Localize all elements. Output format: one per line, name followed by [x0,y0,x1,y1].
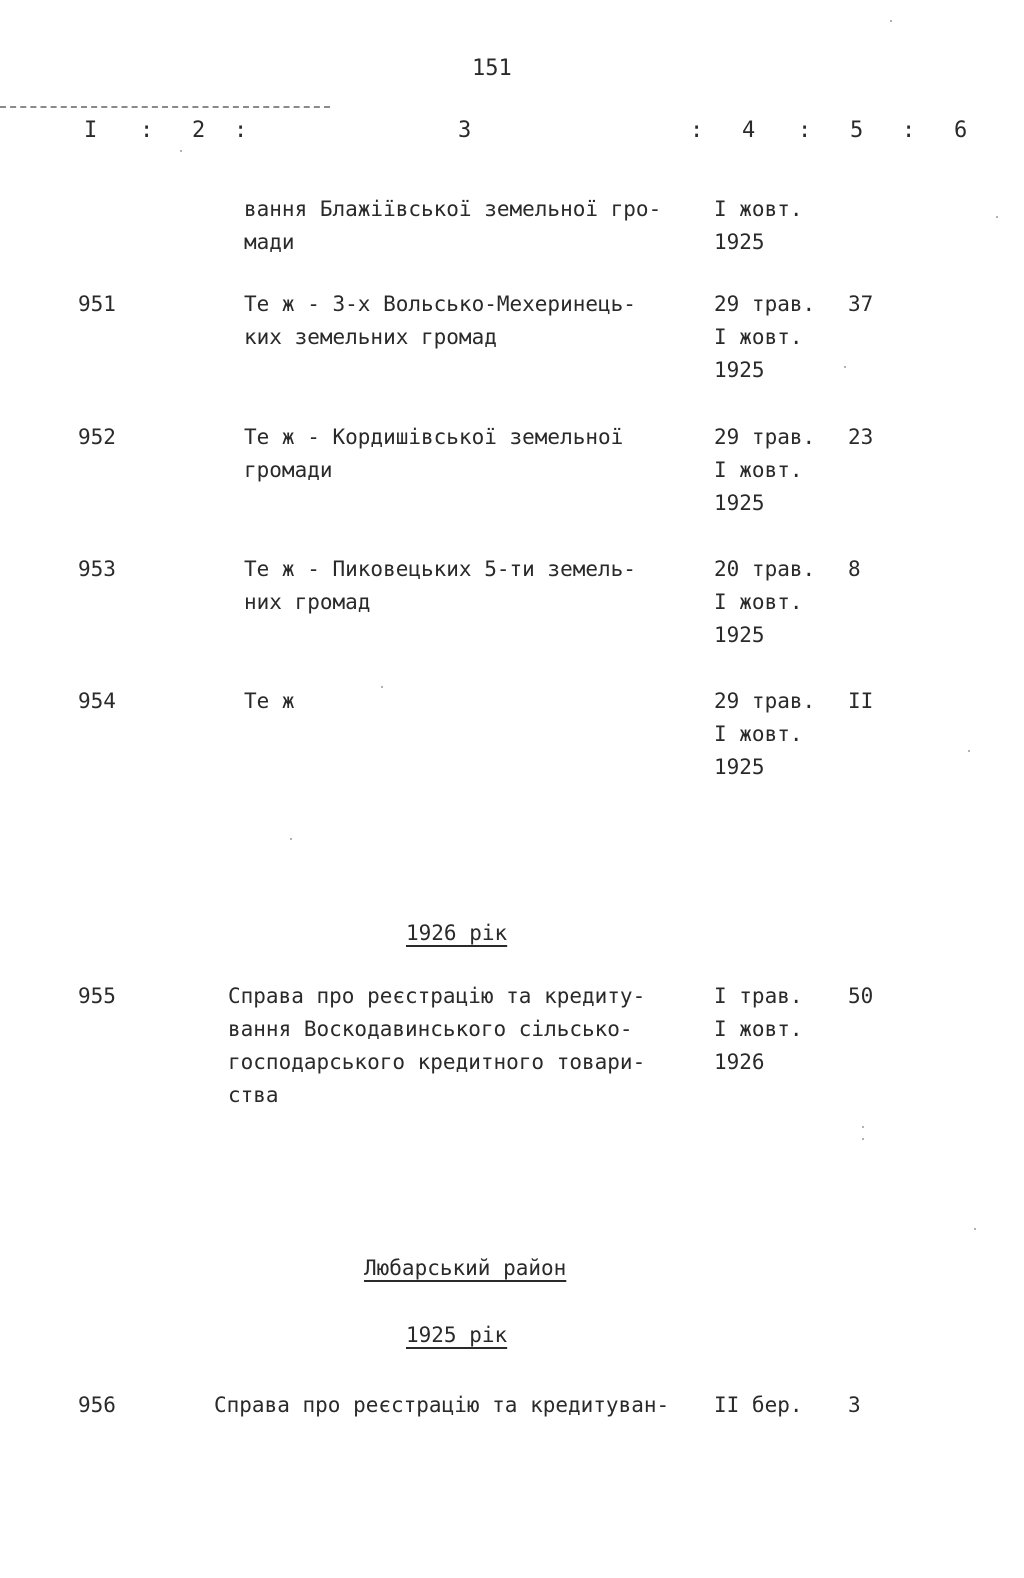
entry-sheet-count: 8 [848,557,861,581]
entry-date: I трав. I жовт. 1926 [714,984,803,1074]
column-header-2: 2 [192,118,206,143]
entry-sheet-count: 3 [848,1393,861,1417]
entry-number: 952 [78,425,116,449]
column-separator: : [798,118,812,143]
header-divider [0,106,330,108]
entry-description: Справа про реєстрацію та кредиту- вання Воскодавинського сільсько- господарського кредитного товари- ства [228,984,646,1107]
entry-sheet-count: 23 [848,425,874,449]
entry-description: вання Блажіївської земельної гро- мади [244,197,662,254]
column-header-4: 4 [742,118,756,143]
entry-date: 29 трав. I жовт. 1925 [714,689,816,779]
column-header-1: I [84,118,98,143]
entry-date: 20 трав. I жовт. 1925 [714,557,816,647]
entry-description: Те ж - Пиковецьких 5-ти земель- них громад [244,557,636,614]
entry-date: II бер. [714,1393,803,1417]
entry-number: 953 [78,557,116,581]
section-heading-1925: 1925 рік [406,1323,508,1347]
column-separator: : [140,118,154,143]
entry-number: 956 [78,1393,116,1417]
page-number: 151 [472,56,512,81]
column-header-6: 6 [954,118,968,143]
entry-description: Справа про реєстрацію та кредитуван- [214,1393,670,1417]
entry-sheet-count: 37 [848,292,874,316]
column-header-3: 3 [458,118,472,143]
column-header-5: 5 [850,118,864,143]
section-heading-district: Любарський район [364,1256,567,1280]
entry-date: 29 трав. I жовт. 1925 [714,292,816,382]
column-separator: : [902,118,916,143]
entry-sheet-count: 50 [848,984,874,1008]
entry-description: Те ж [244,689,295,713]
entry-date: I жовт. 1925 [714,197,803,254]
entry-date: 29 трав. I жовт. 1925 [714,425,816,515]
section-heading-1926: 1926 рік [406,921,508,945]
entry-description: Те ж - 3-х Вольсько-Мехеринець- ких земельних громад [244,292,636,349]
entry-number: 955 [78,984,116,1008]
entry-number: 954 [78,689,116,713]
column-separator: : [234,118,248,143]
entry-sheet-count: II [848,689,874,713]
column-separator: : [690,118,704,143]
entry-number: 951 [78,292,116,316]
entry-description: Те ж - Кордишівської земельної громади [244,425,624,482]
